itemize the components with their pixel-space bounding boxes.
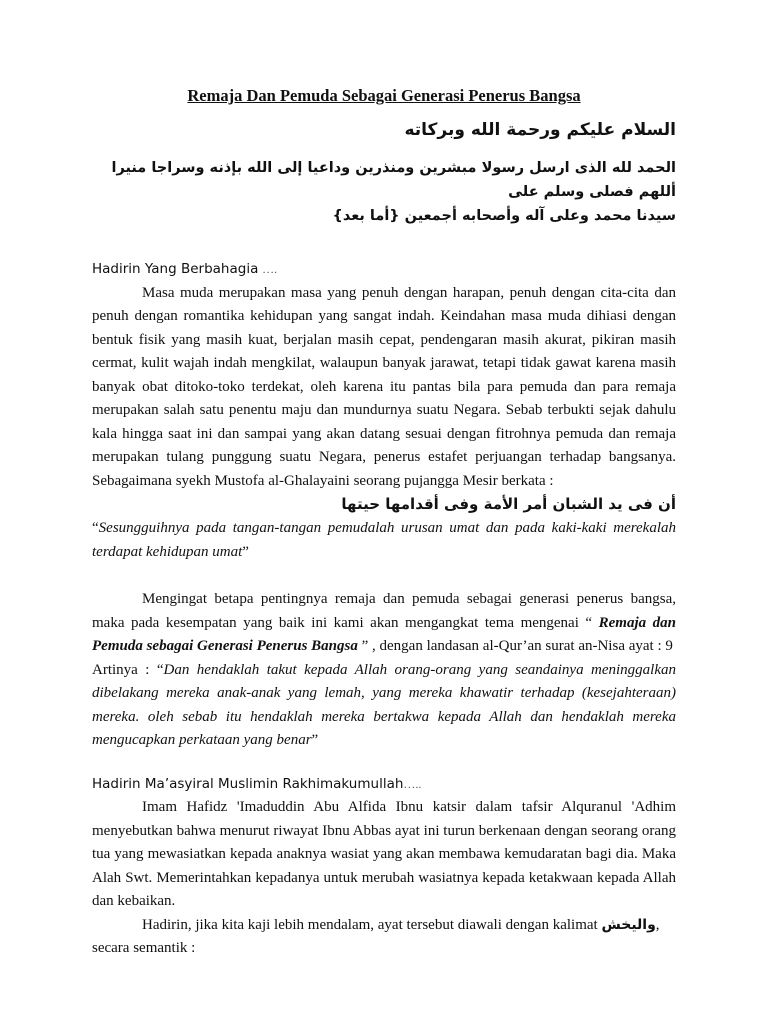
quote-translation-text: Sesungguihnya pada tangan-tangan pemudalah urusan umat dan pada kaki-kaki merekalah terdapat kehidupan umat	[92, 520, 676, 560]
greeting-text: Hadirin Ma’asyiral Muslimin Rakhimakumullah	[92, 775, 404, 792]
paragraph-semantic: Hadirin, jika kita kaji lebih mendalam, ayat tersebut diawali dengan kalimat واليخش,	[142, 916, 660, 933]
greeting-heading-1	[92, 258, 676, 282]
arabic-prayer-line-1: الحمد لله الذى ارسل رسولا مبشرين ومنذرين وداعيا إلى الله بإذنه وسراجا منيرا أللهم فصلى وسلم على	[111, 160, 676, 200]
arabic-word: واليخش	[601, 916, 656, 933]
arabic-prayer-line-2: سيدنا محمد وعلى آله وأصحابه أجمعين {أما بعد}	[332, 208, 676, 224]
verse-translation-text: Dan hendaklah takut kepada Allah orang-orang yang seandainya meninggalkan dibelakang mereka anak-anak yang lemah, yang mereka khawatir terhadap (kesejahteraan) mereka. oleh sebab itu hendaklah mereka bertakwa kepada Allah dan hendaklah mereka mengucapkan perkataan yang benar	[92, 661, 676, 748]
spacer	[92, 753, 676, 773]
greeting-ellipsis: …..	[403, 776, 422, 791]
greeting-heading-2	[92, 773, 676, 797]
greeting-text: Hadirin Yang Berbahagia	[92, 261, 259, 277]
arabic-quote: أن فى يد الشبان أمر الأمة وفى أقدامها حيتها	[341, 495, 676, 513]
arabic-opening-prayer	[92, 156, 676, 228]
quote-translation: “Sesungguihnya pada tangan-tangan pemudalah urusan umat dan pada kaki-kaki merekalah terdapat kehidupan umat”	[92, 520, 676, 560]
document-body	[92, 86, 676, 961]
verse-translation: Artinya : “Dan hendaklah takut kepada Allah orang-orang yang seandainya meninggalkan dibelakang mereka anak-anak yang lemah, yang mereka khawatir terhadap (kesejahteraan) mereka. oleh sebab itu hendaklah mereka bertakwa kepada Allah dan hendaklah mereka mengucapkan perkataan yang benar”	[92, 661, 676, 748]
artinya-label: Artinya : “	[92, 661, 164, 678]
theme-title: Remaja dan Pemuda sebagai Generasi Penerus Bangsa	[92, 614, 677, 654]
paragraph-semantic-continued: secara semantik :	[92, 940, 196, 956]
paragraph-tafsir: Imam Hafidz 'Imaduddin Abu Alfida Ibnu katsir dalam tafsir Alquranul 'Adhim menyebutkan bahwa menurut riwayat Ibnu Abbas ayat ini turun berkenaan dengan seorang orang tua yang mewasiatkan kepada anaknya wasiat yang akan membawa kemudaratan bagi dia. Maka Alah Swt. Memerintahkan kepadanya untuk merubah wasiatnya kepada ketakwaan kepada Allah dan kebaikan.	[92, 799, 676, 909]
arabic-greeting: السلام عليكم ورحمة الله وبركاته	[404, 120, 676, 140]
paragraph-youth: Masa muda merupakan masa yang penuh dengan harapan, penuh dengan cita-cita dan penuh dengan romantika kehidupan yang sangat indah. Keindahan masa muda dihiasi dengan bentuk fisik yang masih kuat, berjalan masih cepat, pendengaran masih akurat, pikiran masih cermat, kulit wajah indah mengkilat, walaupun banyak jarawat, tetapi tidak gawat karena masih banyak obat ditoko-toko terdekat, oleh karena itu pantas bila para pemuda dan para remaja merupakan salah satu penentu maju dan mundurnya suatu Negara. Sebab terbukti sejak dahulu kala hingga saat ini dan sampai yang akan datang sesuai dengan fitrohnya pemuda dan remaja merupakan tulang punggung suatu Negara, penerus estafet perjuangan terhadap bangsanya. Sebagaimana syekh Mustofa al-Ghalayaini seorang pujangga Mesir berkata :	[92, 284, 676, 489]
greeting-ellipsis: ….	[262, 262, 278, 276]
paragraph-theme: Mengingat betapa pentingnya remaja dan pemuda sebagai generasi penerus bangsa, maka pada kesempatan yang baik ini kami akan mengangkat tema mengenai “ Remaja dan Pemuda sebagai Generasi Penerus Bangsa ” , dengan landasan al-Qur’an surat an-Nisa ayat : 9	[92, 591, 677, 654]
page-title: Remaja Dan Pemuda Sebagai Generasi Penerus Bangsa	[187, 86, 581, 105]
spacer	[92, 564, 676, 588]
